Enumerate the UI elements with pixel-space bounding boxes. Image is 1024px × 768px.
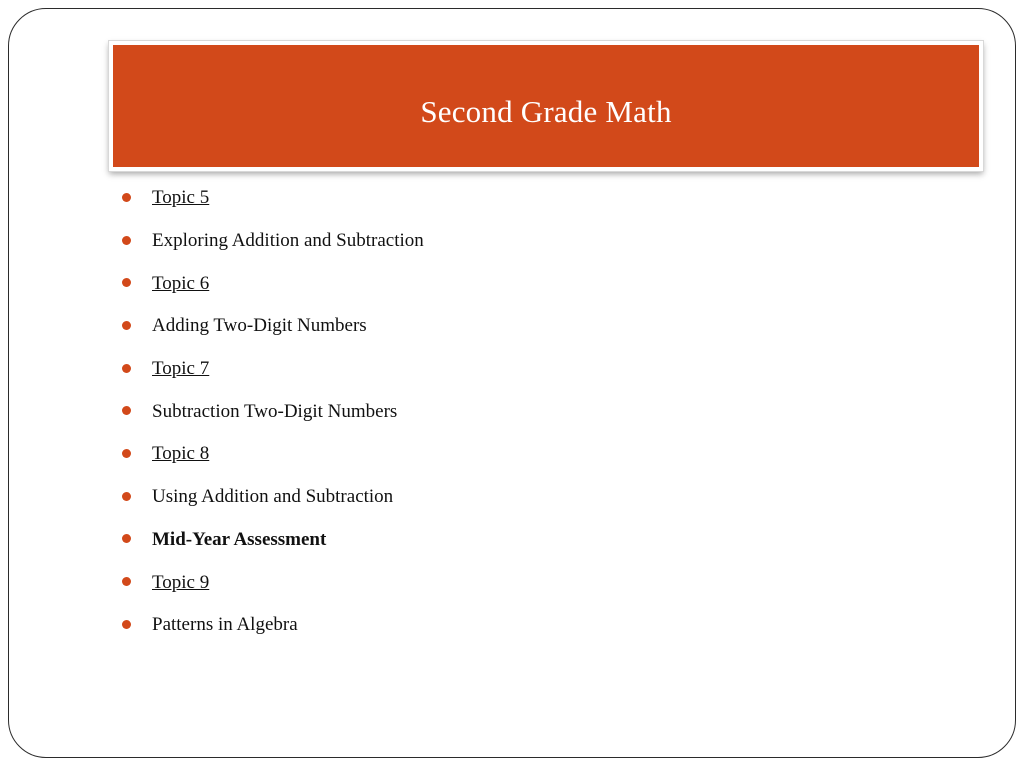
title-bar	[109, 41, 983, 171]
bullet-dot-icon	[122, 193, 131, 202]
bullet-item	[122, 305, 424, 348]
bullet-item	[122, 220, 424, 263]
bullet-text: Using Addition and Subtraction	[152, 486, 394, 508]
bullet-item[interactable]	[122, 348, 424, 391]
bullet-item	[122, 604, 424, 647]
bullet-item	[122, 476, 424, 519]
slide-frame	[8, 8, 1016, 758]
bullet-text: Subtraction Two-Digit Numbers	[152, 400, 398, 422]
bullet-item[interactable]	[122, 262, 424, 305]
bullet-item[interactable]	[122, 433, 424, 476]
bullet-text: Mid-Year Assessment	[152, 528, 327, 550]
bullet-dot-icon	[122, 492, 131, 501]
bullet-text: Patterns in Algebra	[152, 614, 298, 636]
bullet-text[interactable]: Topic 5	[152, 187, 210, 209]
bullet-text[interactable]: Topic 9	[152, 571, 210, 593]
bullet-text[interactable]: Topic 7	[152, 358, 210, 380]
bullet-item[interactable]	[122, 177, 424, 220]
bullet-text[interactable]: Topic 6	[152, 272, 210, 294]
bullet-dot-icon	[122, 449, 131, 458]
bullet-dot-icon	[122, 236, 131, 245]
slide-title: Second Grade Math	[420, 94, 672, 129]
bullet-item[interactable]	[122, 561, 424, 604]
bullet-text: Adding Two-Digit Numbers	[152, 315, 367, 337]
bullet-dot-icon	[122, 620, 131, 629]
bullet-list	[122, 177, 424, 647]
bullet-dot-icon	[122, 278, 131, 287]
bullet-text[interactable]: Topic 8	[152, 443, 210, 465]
bullet-dot-icon	[122, 406, 131, 415]
bullet-text: Exploring Addition and Subtraction	[152, 230, 424, 252]
bullet-item	[122, 519, 424, 562]
bullet-item	[122, 390, 424, 433]
bullet-dot-icon	[122, 364, 131, 373]
bullet-dot-icon	[122, 534, 131, 543]
bullet-dot-icon	[122, 577, 131, 586]
bullet-dot-icon	[122, 321, 131, 330]
